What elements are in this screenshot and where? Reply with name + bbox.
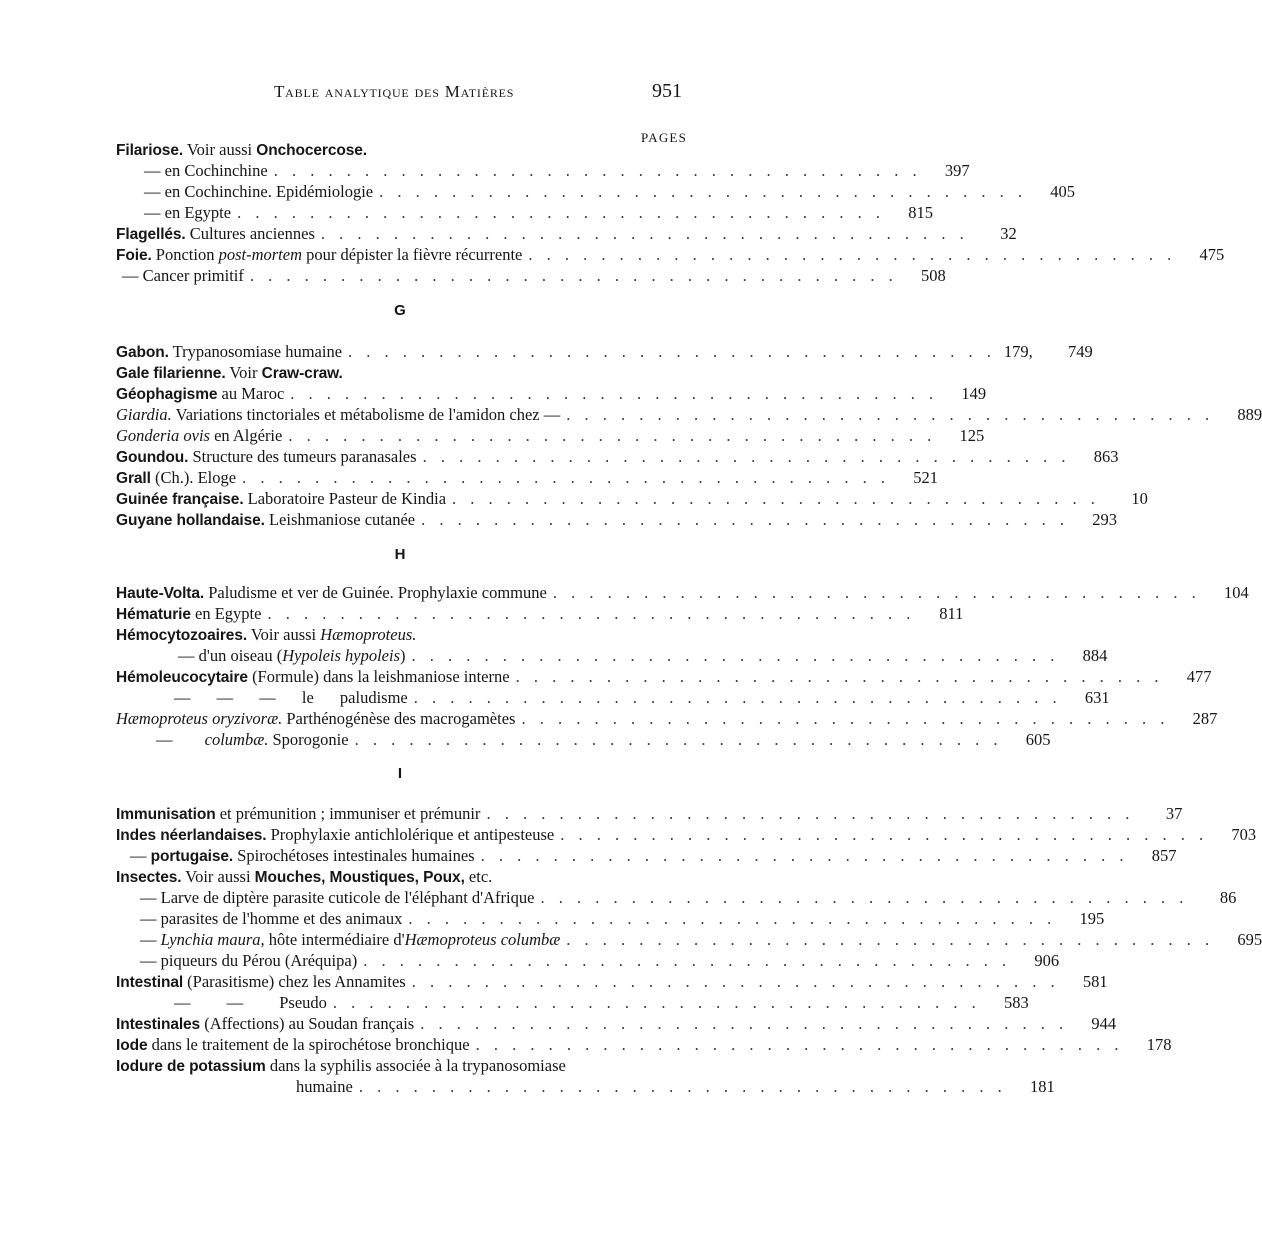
dot-leader: . . . . . . . . . . . . . . . . . . . . . . . . . . . . . . . . . . . . xyxy=(422,447,1071,466)
entry-page: 475 xyxy=(1199,245,1225,264)
entry-page: 583 xyxy=(1004,993,1029,1012)
index-entry: — — Pseudo . . . . . . . . . . . . . . . . . . . . . . . . . . . . . . . . . . . . 583 xyxy=(174,993,1029,1012)
index-entry: Hæmoproteus oryzivoræ. Parthénogénèse des macrogamètes . . . . . . . . . . . . . . . . . . . . . . . . . . . . . . . . . . . . 287 xyxy=(116,709,1218,728)
entry-page: 889 xyxy=(1237,405,1262,424)
dot-leader: . . . . . . . . . . . . . . . . . . . . . . . . . . . . . . . . . . . . xyxy=(363,951,1012,970)
entry-page: 405 xyxy=(1050,182,1075,201)
entry-page: 181 xyxy=(1029,1077,1055,1096)
dot-leader: . . . . . . . . . . . . . . . . . . . . . . . . . . . . . . . . . . . . xyxy=(515,667,1164,686)
index-entry: Guinée française. Laboratoire Pasteur de Kindia . . . . . . . . . . . . . . . . . . . . . . . . . . . . . . . . . . . . 10 xyxy=(116,489,1148,508)
entry-page: 508 xyxy=(921,266,946,285)
index-entry: Goundou. Structure des tumeurs paranasales . . . . . . . . . . . . . . . . . . . . . . . . . . . . . . . . . . . . 863 xyxy=(116,447,1119,466)
dot-leader: . . . . . . . . . . . . . . . . . . . . . . . . . . . . . . . . . . . . xyxy=(521,709,1170,728)
dot-leader: . . . . . . . . . . . . . . . . . . . . . . . . . . . . . . . . . . . . xyxy=(379,182,1027,201)
index-entry: Gonderia ovis en Algérie . . . . . . . . . . . . . . . . . . . . . . . . . . . . . . . . . . . . 125 xyxy=(116,426,985,445)
index-entry: Géophagisme au Maroc . . . . . . . . . . . . . . . . . . . . . . . . . . . . . . . . . . . . 149 xyxy=(116,384,987,403)
index-entry: — en Cochinchine . . . . . . . . . . . . . . . . . . . . . . . . . . . . . . . . . . . . 397 xyxy=(144,161,970,180)
index-entry: humaine . . . . . . . . . . . . . . . . . . . . . . . . . . . . . . . . . . . . 181 xyxy=(296,1077,1055,1096)
entry-page: 195 xyxy=(1079,909,1105,928)
index-entry: Iodure de potassium dans la syphilis associée à la trypanosomiase xyxy=(116,1056,566,1075)
page-number: 951 xyxy=(652,80,682,102)
entry-page: 605 xyxy=(1025,730,1051,749)
dot-leader: . . . . . . . . . . . . . . . . . . . . . . . . . . . . . . . . . . . . xyxy=(560,825,1209,844)
index-entry: Indes néerlandaises. Prophylaxie antichlolérique et antipesteuse . . . . . . . . . . . . . . . . . . . . . . . . . . . . . . . . . . . . 703 xyxy=(116,825,1257,844)
index-entry: Guyane hollandaise. Leishmaniose cutanée . . . . . . . . . . . . . . . . . . . . . . . . . . . . . . . . . . . . 293 xyxy=(116,510,1117,529)
dot-leader: . . . . . . . . . . . . . . . . . . . . . . . . . . . . . . . . . . . . xyxy=(480,846,1129,865)
entry-page: 86 xyxy=(1219,888,1237,907)
running-header xyxy=(116,80,682,106)
index-entry: Giardia. Variations tinctoriales et métabolisme de l'amidon chez — . . . . . . . . . . . . . . . . . . . . . . . . . . . . . . . . . . . . 889 xyxy=(116,405,1262,424)
index-entry: — portugaise. Spirochétoses intestinales humaines . . . . . . . . . . . . . . . . . . . . . . . . . . . . . . . . . . . . 857 xyxy=(130,846,1177,865)
entry-page: 863 xyxy=(1093,447,1119,466)
entry-page: 287 xyxy=(1192,709,1218,728)
section-letter-h: H xyxy=(394,546,406,563)
index-entry: Gabon. Trypanosomiase humaine . . . . . . . . . . . . . . . . . . . . . . . . . . . . . . . . . . . . 179, 749 xyxy=(116,342,1093,361)
index-entry: Intestinal (Parasitisme) chez les Annamites . . . . . . . . . . . . . . . . . . . . . . . . . . . . . . . . . . . . 581 xyxy=(116,972,1108,991)
index-entry: — piqueurs du Pérou (Aréquipa) . . . . . . . . . . . . . . . . . . . . . . . . . . . . . . . . . . . . 906 xyxy=(140,951,1060,970)
index-entry: — — — le paludisme . . . . . . . . . . . . . . . . . . . . . . . . . . . . . . . . . . . . 631 xyxy=(174,688,1110,707)
entry-page: 815 xyxy=(908,203,933,222)
entry-page: 811 xyxy=(939,604,964,623)
index-entry: Grall (Ch.). Eloge . . . . . . . . . . . . . . . . . . . . . . . . . . . . . . . . . . . . 521 xyxy=(116,468,938,487)
dot-leader: . . . . . . . . . . . . . . . . . . . . . . . . . . . . . . . . . . . . xyxy=(237,203,885,222)
header-title: Table analytique des Matières xyxy=(274,82,515,101)
index-entry: — Cancer primitif . . . . . . . . . . . . . . . . . . . . . . . . . . . . . . . . . . . . 508 xyxy=(122,266,946,285)
dot-leader: . . . . . . . . . . . . . . . . . . . . . . . . . . . . . . . . . . . . xyxy=(566,405,1215,424)
index-entry: Immunisation et prémunition ; immuniser et prémunir . . . . . . . . . . . . . . . . . . . . . . . . . . . . . . . . . . . . 37 xyxy=(116,804,1183,823)
index-entry: — columbæ. Sporogonie . . . . . . . . . . . . . . . . . . . . . . . . . . . . . . . . . . . . 605 xyxy=(156,730,1051,749)
entry-extra-page: 179, xyxy=(1003,342,1033,361)
dot-leader: . . . . . . . . . . . . . . . . . . . . . . . . . . . . . . . . . . . . xyxy=(528,245,1177,264)
entry-page: 884 xyxy=(1082,646,1108,665)
dot-leader: . . . . . . . . . . . . . . . . . . . . . . . . . . . . . . . . . . . . xyxy=(486,804,1135,823)
dot-leader: . . . . . . . . . . . . . . . . . . . . . . . . . . . . . . . . . . . . xyxy=(552,583,1201,602)
index-entry: — Larve de diptère parasite cuticole de l'éléphant d'Afrique . . . . . . . . . . . . . . . . . . . . . . . . . . . . . . . . . . . . 86 xyxy=(140,888,1237,907)
index-entry: Intestinales (Affections) au Soudan français . . . . . . . . . . . . . . . . . . . . . . . . . . . . . . . . . . . . 944 xyxy=(116,1014,1117,1033)
section-letter-g: G xyxy=(394,302,406,319)
entry-page: 149 xyxy=(961,384,987,403)
dot-leader: . . . . . . . . . . . . . . . . . . . . . . . . . . . . . . . . . . . . xyxy=(332,993,981,1012)
index-entry: Haute-Volta. Paludisme et ver de Guinée. Prophylaxie commune . . . . . . . . . . . . . . . . . . . . . . . . . . . . . . . . . . . . 104 xyxy=(116,583,1249,602)
dot-leader: . . . . . . . . . . . . . . . . . . . . . . . . . . . . . . . . . . . . xyxy=(411,646,1060,665)
dot-leader: . . . . . . . . . . . . . . . . . . . . . . . . . . . . . . . . . . . . xyxy=(249,266,898,285)
entry-page: 477 xyxy=(1186,667,1212,686)
entry-page: 944 xyxy=(1091,1014,1117,1033)
entry-page: 906 xyxy=(1034,951,1060,970)
dot-leader: . . . . . . . . . . . . . . . . . . . . . . . . . . . . . . . . . . . . xyxy=(273,161,922,180)
dot-leader: . . . . . . . . . . . . . . . . . . . . . . . . . . . . . . . . . . . . xyxy=(348,342,996,361)
dot-leader: . . . . . . . . . . . . . . . . . . . . . . . . . . . . . . . . . . . . xyxy=(358,1077,1007,1096)
dot-leader: . . . . . . . . . . . . . . . . . . . . . . . . . . . . . . . . . . . . xyxy=(320,224,969,243)
entry-page: 703 xyxy=(1231,825,1257,844)
index-entry: Hématurie en Egypte . . . . . . . . . . . . . . . . . . . . . . . . . . . . . . . . . . . . 811 xyxy=(116,604,964,623)
index-entry: Insectes. Voir aussi Mouches, Moustiques, Poux, etc. xyxy=(116,867,493,886)
entry-page: 397 xyxy=(944,161,970,180)
entry-page: 581 xyxy=(1082,972,1108,991)
entry-page: 125 xyxy=(959,426,985,445)
dot-leader: . . . . . . . . . . . . . . . . . . . . . . . . . . . . . . . . . . . . xyxy=(354,730,1003,749)
index-entry: Hémoleucocytaire (Formule) dans la leishmaniose interne . . . . . . . . . . . . . . . . . . . . . . . . . . . . . . . . . . . . 477 xyxy=(116,667,1212,686)
entry-page: 695 xyxy=(1237,930,1262,949)
entry-page: 749 xyxy=(1068,342,1093,361)
index-entry: Filariose. Voir aussi Onchocercose. xyxy=(116,140,367,159)
index-entry: — parasites de l'homme et des animaux . . . . . . . . . . . . . . . . . . . . . . . . . . . . . . . . . . . . 195 xyxy=(140,909,1105,928)
entry-page: 178 xyxy=(1146,1035,1172,1054)
pages-column-label: PAGES xyxy=(641,130,687,145)
dot-leader: . . . . . . . . . . . . . . . . . . . . . . . . . . . . . . . . . . . . xyxy=(267,604,916,623)
index-entry: Iode dans le traitement de la spirochétose bronchique . . . . . . . . . . . . . . . . . . . . . . . . . . . . . . . . . . . . 178 xyxy=(116,1035,1172,1054)
section-letter-i: I xyxy=(397,765,403,782)
dot-leader: . . . . . . . . . . . . . . . . . . . . . . . . . . . . . . . . . . . . xyxy=(566,930,1215,949)
index-entry: Hémocytozoaires. Voir aussi Hæmoproteus. xyxy=(116,625,417,644)
dot-leader: . . . . . . . . . . . . . . . . . . . . . . . . . . . . . . . . . . . . xyxy=(452,489,1100,508)
entry-page: 37 xyxy=(1165,804,1183,823)
dot-leader: . . . . . . . . . . . . . . . . . . . . . . . . . . . . . . . . . . . . xyxy=(413,688,1062,707)
dot-leader: . . . . . . . . . . . . . . . . . . . . . . . . . . . . . . . . . . . . xyxy=(475,1035,1124,1054)
index-entry: — Lynchia maura, hôte intermédiaire d'Hæmoproteus columbæ . . . . . . . . . . . . . . . . . . . . . . . . . . . . . . . . . . . . 695 xyxy=(140,930,1262,949)
index-entry: — d'un oiseau (Hypoleis hypoleis) . . . . . . . . . . . . . . . . . . . . . . . . . . . . . . . . . . . . 884 xyxy=(178,646,1108,665)
dot-leader: . . . . . . . . . . . . . . . . . . . . . . . . . . . . . . . . . . . . xyxy=(420,1014,1069,1033)
index-entry: — en Egypte . . . . . . . . . . . . . . . . . . . . . . . . . . . . . . . . . . . . 815 xyxy=(144,203,933,222)
entry-page: 857 xyxy=(1151,846,1177,865)
dot-leader: . . . . . . . . . . . . . . . . . . . . . . . . . . . . . . . . . . . . xyxy=(408,909,1057,928)
entry-page: 293 xyxy=(1092,510,1117,529)
dot-leader: . . . . . . . . . . . . . . . . . . . . . . . . . . . . . . . . . . . . xyxy=(242,468,890,487)
entry-page: 10 xyxy=(1131,489,1148,508)
index-entry: Foie. Ponction post-mortem pour dépister la fièvre récurrente . . . . . . . . . . . . . . . . . . . . . . . . . . . . . . . . . . . . 475 xyxy=(116,245,1225,264)
entry-page: 104 xyxy=(1223,583,1249,602)
dot-leader: . . . . . . . . . . . . . . . . . . . . . . . . . . . . . . . . . . . . xyxy=(421,510,1069,529)
index-entry: Gale filarienne. Voir Craw-craw. xyxy=(116,363,343,382)
dot-leader: . . . . . . . . . . . . . . . . . . . . . . . . . . . . . . . . . . . . xyxy=(411,972,1060,991)
dot-leader: . . . . . . . . . . . . . . . . . . . . . . . . . . . . . . . . . . . . xyxy=(540,888,1189,907)
dot-leader: . . . . . . . . . . . . . . . . . . . . . . . . . . . . . . . . . . . . xyxy=(290,384,939,403)
dot-leader: . . . . . . . . . . . . . . . . . . . . . . . . . . . . . . . . . . . . xyxy=(288,426,937,445)
index-entry: — en Cochinchine. Epidémiologie . . . . . . . . . . . . . . . . . . . . . . . . . . . . . . . . . . . . 405 xyxy=(144,182,1075,201)
index-entry: Flagellés. Cultures anciennes . . . . . . . . . . . . . . . . . . . . . . . . . . . . . . . . . . . . 32 xyxy=(116,224,1017,243)
entry-page: 32 xyxy=(1000,224,1017,243)
entry-page: 631 xyxy=(1084,688,1110,707)
entry-page: 521 xyxy=(913,468,938,487)
